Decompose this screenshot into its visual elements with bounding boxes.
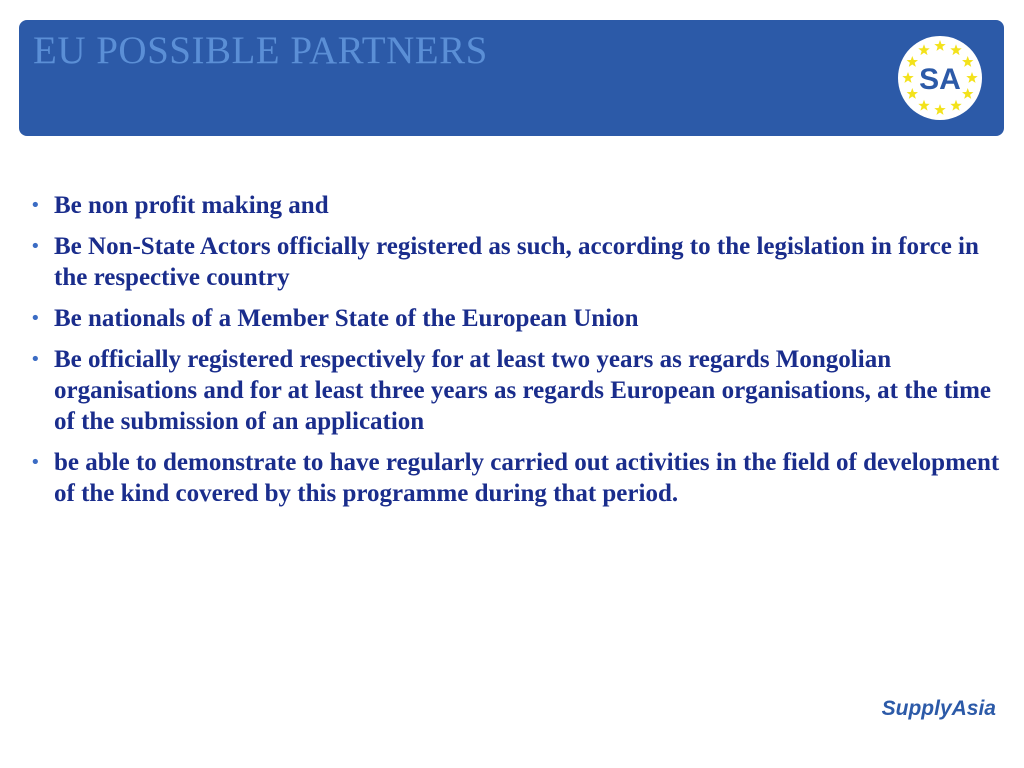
star-icon (918, 100, 929, 111)
star-icon (950, 100, 961, 111)
bullet-dot: • (30, 349, 41, 370)
star-icon (950, 44, 961, 55)
star-icon (918, 44, 929, 55)
bullet-text: Be non profit making and (54, 192, 329, 219)
bullet-text: be able to demonstrate to have regularly carried out activities in the field of development of the kind covered by this programme during that period. (54, 449, 1000, 507)
logo-graphic (898, 36, 982, 120)
bullet-dot: • (30, 308, 41, 329)
bullet-list (30, 190, 1000, 519)
star-icon (907, 88, 918, 99)
bullet-item (30, 344, 1000, 437)
bullet-item (30, 303, 1000, 334)
star-icon (902, 72, 913, 83)
slide-title: EU POSSIBLE PARTNERS (33, 29, 488, 72)
bullet-text: Be officially registered respectively for at least two years as regards Mongolian organisations and for at least three years as regards European organisations, at the time of the submission of an application (54, 346, 992, 435)
star-icon (907, 56, 918, 67)
bullet-item (30, 190, 1000, 221)
star-icon (966, 72, 977, 83)
star-icon (962, 88, 973, 99)
bullet-item (30, 231, 1000, 293)
bullet-text: Be nationals of a Member State of the European Union (54, 305, 639, 332)
brand-footer: SupplyAsia (881, 697, 996, 720)
bullet-dot: • (30, 236, 41, 257)
bullet-text: Be Non-State Actors officially registered as such, according to the legislation in force in the respective country (54, 233, 979, 291)
logo-letters: SA (919, 63, 961, 96)
bullet-item (30, 447, 1000, 509)
star-icon (934, 40, 945, 51)
star-icon (934, 104, 945, 115)
bullet-dot: • (30, 452, 41, 473)
eu-stars-sa-logo-icon (898, 36, 982, 120)
star-icon (962, 56, 973, 67)
bullet-dot: • (30, 195, 41, 216)
